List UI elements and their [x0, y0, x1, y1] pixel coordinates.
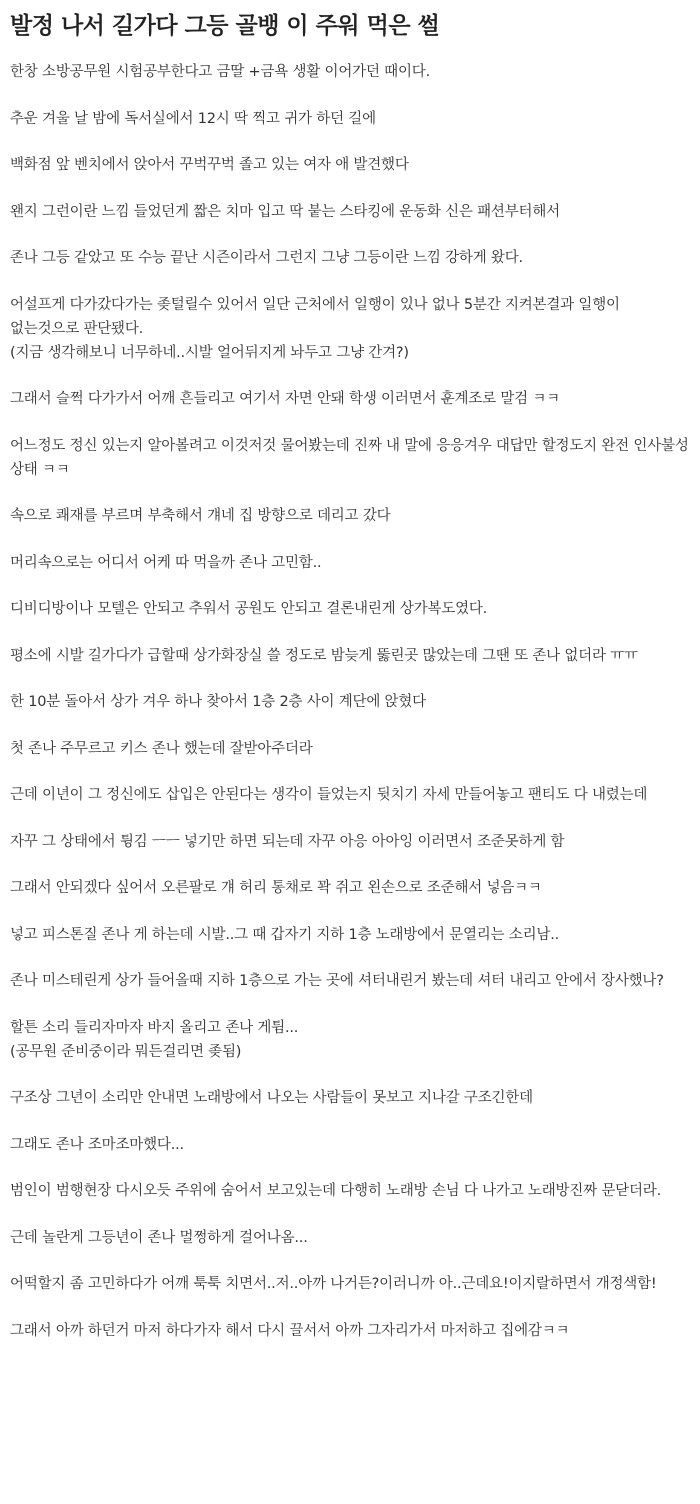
post-paragraph: 존나 그등 같았고 또 수능 끝난 시즌이라서 그런지 그냥 그등이란 느낌 강하게 왔다.: [10, 250, 523, 266]
post-title: 발정 나서 길가다 그등 골뱅 이 주워 먹은 썰: [10, 13, 440, 39]
post-paragraph: 한 10분 돌아서 상가 겨우 하나 찾아서 1층 2층 사이 계단에 앉혔다: [10, 694, 426, 710]
post-paragraph: 한창 소방공무원 시험공부한다고 금딸 +금욕 생활 이어가던 때이다.: [10, 64, 431, 80]
post-paragraph: 머리속으로는 어디서 어케 따 먹을까 존나 고민함..: [10, 554, 322, 571]
post-paragraph: 근데 놀란게 그등년이 존나 멀쩡하게 걸어나옴...: [10, 1229, 308, 1246]
post-paragraph: 그래서 슬쩍 다가가서 어깨 흔들리고 여기서 자면 안돼 학생 이러면서 훈계조로 말검 ㅋㅋ: [10, 391, 560, 407]
post-paragraph: 범인이 범행현장 다시오듯 주위에 숨어서 보고있는데 다행히 노래방 손님 다 나가고 노래방진짜 문닫더라.: [10, 1183, 662, 1199]
post-paragraph: 넣고 피스톤질 존나 게 하는데 시발..그 때 갑자기 지하 1층 노래방에서 문열리는 소리남..: [10, 926, 560, 943]
post-paragraph: 추운 겨울 날 밤에 독서실에서 12시 딱 찍고 귀가 하던 길에: [10, 110, 376, 127]
post-paragraph: 어느정도 정신 있는지 알아볼려고 이것저것 물어봤는데 진짜 내 말에 응응겨우 대답만 할정도지 완전 인사불성 상태 ㅋㅋ: [10, 437, 694, 478]
post-paragraph: 그래서 안되겠다 싶어서 오른팔로 걔 허리 통채로 꽉 쥐고 왼손으로 조준해서 넣음ㅋㅋ: [10, 880, 542, 896]
post-body: [10, 60, 694, 1343]
post-paragraph: 어떡할지 좀 고민하다가 어깨 툭툭 치면서..저..아까 나거든?이러니까 아..근데요!이지랄하면서 개정색함!: [10, 1276, 657, 1292]
post-paragraph: 그래서 아까 하던거 마저 하다가자 해서 다시 끌서서 아까 그자리가서 마저하고 집에감ㅋㅋ: [10, 1322, 570, 1339]
post-paragraph: 왠지 그런이란 느낌 들었던게 짧은 치마 입고 딱 붙는 스타킹에 운동화 신은 패션부터해서: [10, 203, 560, 220]
post-paragraph: 구조상 그년이 소리만 안내면 노래방에서 나오는 사람들이 못보고 지나갈 구조긴한데: [10, 1090, 533, 1106]
post-paragraph: 할튼 소리 들리자마자 바지 올리고 존나 게튐... (공무원 준비중이라 뭐든걸리면 좆됨): [10, 1019, 299, 1060]
post-paragraph: 평소에 시발 길가다가 급할때 상가화장실 쓸 정도로 밤늦게 뚫린곳 많았는데 그땐 또 존나 없더라 ㅠㅠ: [10, 647, 638, 664]
post-paragraph: 존나 미스테린게 상가 들어올때 지하 1층으로 가는 곳에 셔터내린거 봤는데 셔터 내리고 안에서 장사했나?: [10, 973, 664, 989]
post-paragraph: 그래도 존나 조마조마했다...: [10, 1136, 184, 1153]
post-paragraph: 근데 이년이 그 정신에도 삽입은 안된다는 생각이 들었는지 뒷치기 자세 만들어놓고 팬티도 다 내렸는데: [10, 787, 648, 803]
post-paragraph: 속으로 쾌재를 부르며 부축해서 걔네 집 방향으로 데리고 갔다: [10, 508, 391, 524]
post-paragraph: 어설프게 다가갔다가는 좆털릴수 있어서 일단 근처에서 일행이 있나 없나 5분간 지켜본결과 일행이 없는것으로 판단됐다. (지금 생각해보니 너무하네..시발 얼어뒤지게 놔두고 그냥 간겨?): [10, 296, 620, 361]
post-paragraph: 디비디방이나 모텔은 안되고 추워서 공원도 안되고 결론내린게 상가복도였다.: [10, 601, 488, 617]
post-paragraph: 백화점 앞 벤치에서 앉아서 꾸벅꾸벅 졸고 있는 여자 애 발견했다: [10, 157, 409, 173]
post-paragraph: 자꾸 그 상태에서 튕김 ㅡㅡ 넣기만 하면 되는데 자꾸 아응 아아잉 이러면서 조준못하게 함: [10, 833, 565, 850]
post-paragraph: 첫 존나 주무르고 키스 존나 했는데 잘받아주더라: [10, 740, 313, 757]
